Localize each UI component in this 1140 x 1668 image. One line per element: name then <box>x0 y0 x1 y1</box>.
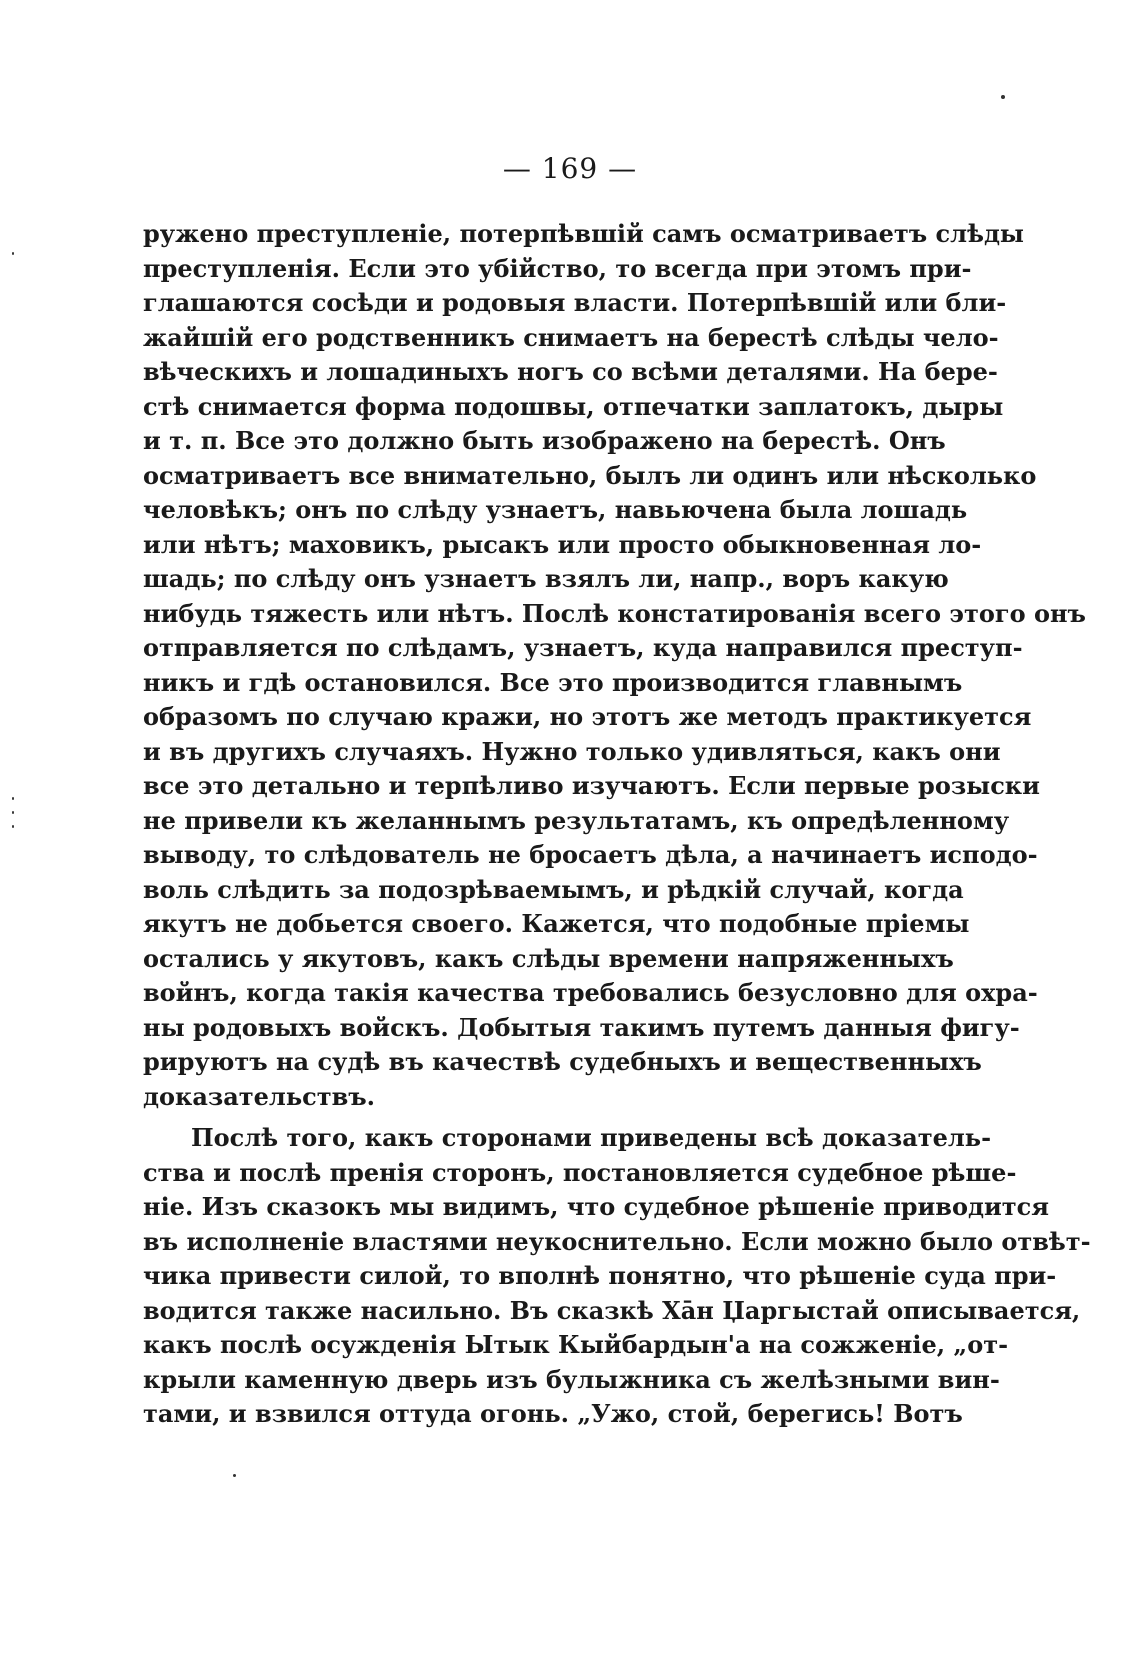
text-line: доказательствъ. <box>143 1081 376 1111</box>
text-line: какъ послѣ осужденiя Ытык Кыйбардын'а на сожженiе, „от- <box>143 1330 1009 1359</box>
page-number: — 169 — <box>502 152 638 185</box>
text-line: рируютъ на судѣ въ качествѣ судебныхъ и вещественныхъ <box>143 1047 982 1076</box>
text-line: Послѣ того, какъ сторонами приведены всѣ доказатель- <box>191 1123 992 1152</box>
text-line: и въ другихъ случаяхъ. Нужно только удивляться, какъ они <box>143 736 1001 766</box>
text-line: нiе. Изъ сказокъ мы видимъ, что судебное рѣшенiе приводится <box>143 1192 1049 1221</box>
text-line: якутъ не добьется своего. Кажется, что подобные прiемы <box>143 909 970 938</box>
scan-speck <box>12 252 14 255</box>
text-line: крыли каменную дверь изъ булыжника съ желѣзными вин- <box>143 1364 1000 1394</box>
text-line: стѣ снимается форма подошвы, отпечатки заплатокъ, дыры <box>143 391 1004 421</box>
text-line: водится также насильно. Въ сказкѣ Хāн Џаргыстай описывается, <box>143 1295 1081 1325</box>
text-line: ства и послѣ пренiя сторонъ, постановляется судебное рѣше- <box>143 1157 1017 1187</box>
text-line: или нѣтъ; маховикъ, рысакъ или просто обыкновенная ло- <box>143 529 982 559</box>
text-line: и т. п. Все это должно быть изображено на берестѣ. Онъ <box>143 426 946 455</box>
text-line: шадь; по слѣду онъ узнаетъ взялъ ли, напр., воръ какую <box>143 564 949 593</box>
body-text <box>143 217 1091 1432</box>
text-line: въ исполненiе властями неукоснительно. Если можно было отвѣт- <box>143 1226 1091 1256</box>
paragraph <box>143 1121 1091 1432</box>
scan-speck <box>12 825 14 828</box>
text-line: все это детально и терпѣливо изучаютъ. Если первые розыски <box>143 771 1040 800</box>
text-line: вѣческихъ и лошадиныхъ ногъ со всѣми деталями. На бере- <box>143 357 998 386</box>
text-line: образомъ по случаю кражи, но этотъ же методъ практикуется <box>143 702 1032 731</box>
text-line: жайшiй его родственникъ снимаетъ на берестѣ слѣды чело- <box>143 322 999 352</box>
paragraph-gap <box>143 1114 918 1121</box>
text-line: осматриваетъ все внимательно, былъ ли одинъ или нѣсколько <box>143 460 1037 490</box>
paragraph <box>143 217 1086 1114</box>
scan-speck <box>233 1474 236 1477</box>
text-line: войнъ, когда такiя качества требовались безусловно для охра- <box>143 978 1038 1007</box>
text-line: глашаются сосѣди и родовыя власти. Потерпѣвшiй или бли- <box>143 288 1007 317</box>
text-line: нибудь тяжесть или нѣтъ. Послѣ констатированiя всего этого онъ <box>143 598 1086 628</box>
text-line: никъ и гдѣ остановился. Все это производится главнымъ <box>143 667 963 697</box>
text-line: выводу, то слѣдователь не бросаетъ дѣла, а начинаетъ исподо- <box>143 840 1038 869</box>
text-line: воль слѣдить за подозрѣваемымъ, и рѣдкiй случай, когда <box>143 874 964 904</box>
text-line: тами, и взвился оттуда огонь. „Ужо, стой, берегись! Вотъ <box>143 1399 963 1428</box>
text-line: остались у якутовъ, какъ слѣды времени напряженныхъ <box>143 943 954 973</box>
text-line: чика привести силой, то вполнѣ понятно, что рѣшенiе суда при- <box>143 1261 1057 1290</box>
text-line: человѣкъ; онъ по слѣду узнаетъ, навьючена была лошадь <box>143 495 968 524</box>
scan-speck <box>1001 95 1005 99</box>
scan-speck <box>12 811 14 814</box>
text-line: не привели къ желаннымъ результатамъ, къ опредѣленному <box>143 805 1010 835</box>
text-line: преступленiя. Если это убiйство, то всегда при этомъ при- <box>143 253 972 283</box>
text-line: отправляется по слѣдамъ, узнаетъ, куда направился преступ- <box>143 633 1023 662</box>
scan-speck <box>12 797 14 800</box>
text-line: руженo преступленie, потерпѣвшiй самъ осматриваетъ слѣды <box>143 219 1024 248</box>
text-line: ны родовыхъ войскъ. Добытыя такимъ путемъ данныя фигу- <box>143 1012 1020 1042</box>
